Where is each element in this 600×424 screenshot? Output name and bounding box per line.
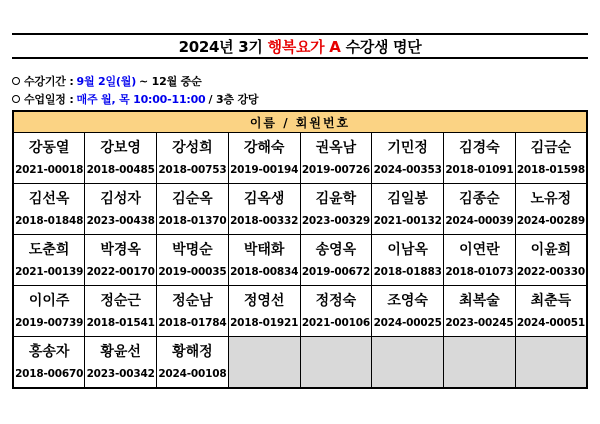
student-name: 송영옥 [315, 242, 357, 258]
student-cell [157, 235, 229, 286]
student-name: 조영숙 [387, 293, 428, 309]
student-cell [85, 133, 157, 184]
roster-body [13, 133, 587, 389]
student-roster-table [12, 110, 588, 389]
student-cell [85, 184, 157, 235]
student-cell [85, 337, 157, 389]
student-name: 최춘득 [530, 293, 572, 309]
student-name: 강동열 [28, 140, 70, 156]
student-name: 도춘희 [28, 242, 70, 258]
member-number: 2018-01541 [86, 317, 155, 329]
student-cell [157, 184, 229, 235]
empty-cell [300, 337, 372, 389]
student-name: 김성자 [100, 191, 141, 207]
course-period-line [12, 73, 202, 89]
member-number: 2018-01091 [445, 164, 514, 176]
student-name: 권옥남 [315, 140, 357, 156]
student-cell [228, 235, 300, 286]
member-number: 2019-00726 [301, 164, 370, 176]
member-number: 2018-01598 [516, 164, 585, 176]
member-number: 2024-00025 [373, 317, 442, 329]
bullet-circle-icon [12, 95, 20, 103]
student-cell [515, 184, 587, 235]
student-name: 정영선 [243, 293, 285, 309]
member-number: 2024-00353 [373, 164, 442, 176]
student-cell [157, 133, 229, 184]
student-cell [515, 286, 587, 337]
student-name: 이연란 [459, 242, 500, 258]
class-schedule-line [12, 91, 258, 107]
student-cell [157, 337, 229, 389]
student-name: 박명순 [172, 242, 213, 258]
student-cell [85, 235, 157, 286]
student-cell [515, 133, 587, 184]
student-cell [444, 133, 516, 184]
table-row [13, 184, 587, 235]
student-name: 정순근 [100, 293, 141, 309]
student-name: 김순옥 [172, 191, 213, 207]
member-number: 2023-00438 [86, 215, 155, 227]
student-name: 강해숙 [243, 140, 285, 156]
title-suffix: 수강생 명단 [345, 37, 422, 56]
student-name: 노유정 [530, 191, 572, 207]
empty-cell [444, 337, 516, 389]
member-number: 2018-01883 [373, 266, 442, 278]
student-cell [300, 133, 372, 184]
student-cell [13, 235, 85, 286]
student-name: 김윤학 [315, 191, 357, 207]
member-number: 2018-01921 [230, 317, 299, 329]
member-number: 2019-00672 [301, 266, 370, 278]
student-cell [13, 133, 85, 184]
member-number: 2024-00039 [445, 215, 514, 227]
student-name: 강보영 [100, 140, 141, 156]
member-number: 2021-00018 [15, 164, 84, 176]
course-period-label: 수강기간 : [24, 75, 74, 88]
student-name: 박태화 [243, 242, 285, 258]
member-number: 2024-00051 [516, 317, 585, 329]
member-number: 2024-00289 [516, 215, 585, 227]
member-number: 2023-00245 [445, 317, 514, 329]
course-period-rest: ~ 12월 중순 [139, 75, 202, 88]
student-cell [444, 286, 516, 337]
student-cell [300, 184, 372, 235]
student-name: 강성희 [172, 140, 213, 156]
student-name: 이남옥 [387, 242, 428, 258]
table-row [13, 286, 587, 337]
member-number: 2018-00753 [158, 164, 227, 176]
page-title [12, 33, 588, 59]
class-schedule-value: 매주 월, 목 10:00-11:00 [76, 93, 206, 106]
student-cell [372, 286, 444, 337]
student-name: 이이주 [28, 293, 70, 309]
member-number: 2018-01784 [158, 317, 227, 329]
member-number: 2018-00485 [86, 164, 155, 176]
table-row [13, 235, 587, 286]
member-number: 2022-00330 [516, 266, 585, 278]
student-name: 김옥생 [243, 191, 285, 207]
member-number: 2023-00329 [301, 215, 370, 227]
title-prefix: 2024년 3기 [178, 37, 263, 56]
title-highlight: 행복요가 A [267, 37, 341, 56]
empty-cell [228, 337, 300, 389]
bullet-circle-icon [12, 77, 20, 85]
student-cell [228, 286, 300, 337]
member-number: 2021-00106 [301, 317, 370, 329]
student-cell [228, 133, 300, 184]
student-cell [85, 286, 157, 337]
student-name: 김경숙 [459, 140, 500, 156]
member-number: 2018-01073 [445, 266, 514, 278]
member-number: 2024-00108 [158, 368, 227, 380]
empty-cell [372, 337, 444, 389]
student-name: 최복술 [459, 293, 500, 309]
member-number: 2018-01848 [15, 215, 84, 227]
student-cell [515, 235, 587, 286]
student-cell [300, 235, 372, 286]
student-name: 기민정 [387, 140, 428, 156]
member-number: 2019-00194 [230, 164, 299, 176]
student-cell [13, 286, 85, 337]
student-cell [372, 184, 444, 235]
student-name: 김일봉 [387, 191, 428, 207]
member-number: 2021-00139 [15, 266, 84, 278]
table-row [13, 133, 587, 184]
student-cell [300, 286, 372, 337]
roster-header: 이름 / 회원번호 [13, 111, 587, 133]
table-row [13, 337, 587, 389]
member-number: 2023-00342 [86, 368, 155, 380]
student-cell [372, 133, 444, 184]
student-cell [13, 337, 85, 389]
class-schedule-rest: / 3층 강당 [208, 93, 259, 106]
student-cell [157, 286, 229, 337]
member-number: 2019-00035 [158, 266, 227, 278]
student-name: 황윤선 [100, 344, 141, 360]
student-name: 이윤희 [530, 242, 572, 258]
member-number: 2018-00834 [230, 266, 299, 278]
student-cell [444, 184, 516, 235]
student-cell [372, 235, 444, 286]
member-number: 2018-01370 [158, 215, 227, 227]
student-name: 김금순 [530, 140, 572, 156]
member-number: 2021-00132 [373, 215, 442, 227]
member-number: 2022-00170 [86, 266, 155, 278]
student-name: 정정숙 [315, 293, 357, 309]
student-name: 김선옥 [28, 191, 70, 207]
member-number: 2018-00670 [15, 368, 84, 380]
class-schedule-label: 수업일정 : [24, 93, 74, 106]
member-number: 2019-00739 [15, 317, 84, 329]
student-cell [228, 184, 300, 235]
empty-cell [515, 337, 587, 389]
student-name: 김종순 [459, 191, 500, 207]
student-name: 황해정 [172, 344, 213, 360]
member-number: 2018-00332 [230, 215, 299, 227]
student-name: 홍송자 [28, 344, 70, 360]
student-name: 정순남 [172, 293, 213, 309]
student-name: 박경옥 [100, 242, 141, 258]
student-cell [444, 235, 516, 286]
student-cell [13, 184, 85, 235]
course-period-value: 9월 2일(월) [76, 75, 137, 88]
